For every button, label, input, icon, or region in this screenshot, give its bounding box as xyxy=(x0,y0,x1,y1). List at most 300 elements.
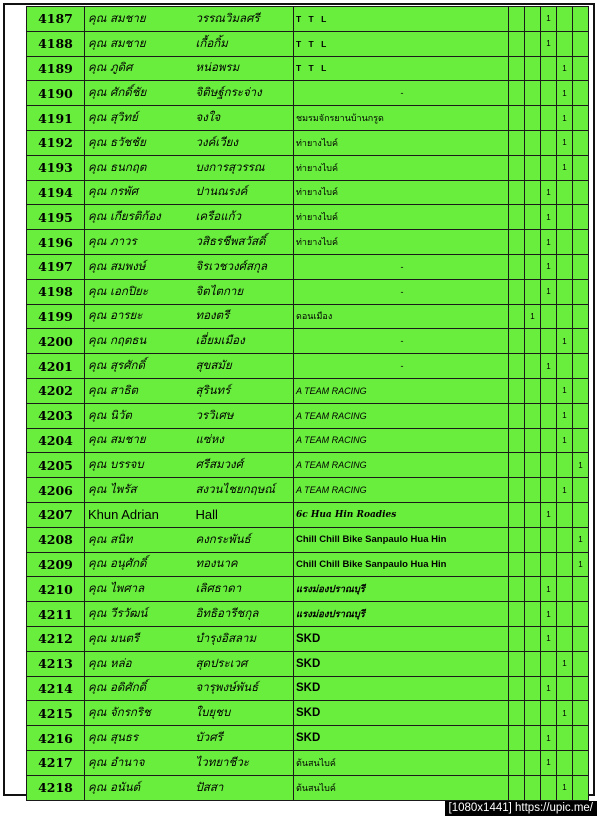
category-mark-cell xyxy=(525,205,541,230)
category-mark-cell xyxy=(557,626,573,651)
team-cell: ท่ายางไบค์ xyxy=(294,205,509,230)
category-mark-cell: 1 xyxy=(541,354,557,379)
category-mark-cell: 1 xyxy=(525,304,541,329)
first-name-cell: คุณ เกียรติก้อง xyxy=(85,205,190,230)
last-name-cell: สุดประเวศ xyxy=(190,651,294,676)
team-cell: ท่ายางไบค์ xyxy=(294,230,509,255)
table-row xyxy=(27,676,589,701)
category-mark-cell: 1 xyxy=(573,453,589,478)
category-mark-cell xyxy=(509,478,525,503)
category-mark-cell xyxy=(525,552,541,577)
table-row xyxy=(27,478,589,503)
category-mark-cell xyxy=(525,230,541,255)
category-mark-cell xyxy=(509,230,525,255)
category-mark-cell xyxy=(573,726,589,751)
first-name-cell: คุณ อำนาจ xyxy=(85,750,190,775)
category-mark-cell xyxy=(509,602,525,627)
team-cell: A TEAM RACING xyxy=(294,478,509,503)
category-mark-cell xyxy=(509,750,525,775)
bib-number-cell: 4192 xyxy=(27,130,85,155)
participant-table xyxy=(26,6,589,801)
category-mark-cell xyxy=(509,403,525,428)
category-mark-cell xyxy=(541,527,557,552)
team-cell: ต้นสนไบค์ xyxy=(294,775,509,800)
category-mark-cell xyxy=(525,527,541,552)
document-page xyxy=(3,3,595,796)
category-mark-cell xyxy=(509,775,525,800)
table-row xyxy=(27,354,589,379)
category-mark-cell xyxy=(509,428,525,453)
last-name-cell: เอี่ยมเมือง xyxy=(190,329,294,354)
category-mark-cell xyxy=(525,676,541,701)
table-row xyxy=(27,552,589,577)
table-row xyxy=(27,56,589,81)
category-mark-cell: 1 xyxy=(557,378,573,403)
last-name-cell: หน่อพรม xyxy=(190,56,294,81)
last-name-cell: บงการสุวรรณ xyxy=(190,155,294,180)
bib-number-cell: 4193 xyxy=(27,155,85,180)
category-mark-cell xyxy=(525,7,541,32)
last-name-cell: คงกระพันธ์ xyxy=(190,527,294,552)
team-cell: 6c Hua Hin Roadies xyxy=(294,502,509,527)
category-mark-cell: 1 xyxy=(541,7,557,32)
table-row xyxy=(27,304,589,329)
category-mark-cell xyxy=(573,106,589,131)
category-mark-cell xyxy=(509,254,525,279)
category-mark-cell xyxy=(573,428,589,453)
category-mark-cell xyxy=(541,775,557,800)
category-mark-cell xyxy=(573,130,589,155)
team-cell: Chill Chill Bike Sanpaulo Hua Hin xyxy=(294,527,509,552)
bib-number-cell: 4188 xyxy=(27,31,85,56)
category-mark-cell xyxy=(509,502,525,527)
category-mark-cell xyxy=(509,155,525,180)
category-mark-cell: 1 xyxy=(541,254,557,279)
first-name-cell: คุณ ธวัชชัย xyxy=(85,130,190,155)
category-mark-cell: 1 xyxy=(557,428,573,453)
table-row xyxy=(27,602,589,627)
team-cell: - xyxy=(294,81,509,106)
category-mark-cell xyxy=(573,602,589,627)
category-mark-cell xyxy=(541,378,557,403)
last-name-cell: สุขสมัย xyxy=(190,354,294,379)
first-name-cell: คุณ สาธิต xyxy=(85,378,190,403)
bib-number-cell: 4195 xyxy=(27,205,85,230)
first-name-cell: คุณ จักรกริช xyxy=(85,701,190,726)
category-mark-cell: 1 xyxy=(541,676,557,701)
table-row xyxy=(27,750,589,775)
category-mark-cell xyxy=(557,502,573,527)
category-mark-cell xyxy=(573,502,589,527)
last-name-cell: บัวศรี xyxy=(190,726,294,751)
first-name-cell: คุณ กฤตธน xyxy=(85,329,190,354)
bib-number-cell: 4212 xyxy=(27,626,85,651)
category-mark-cell xyxy=(509,7,525,32)
last-name-cell: บำรุงอิสลาม xyxy=(190,626,294,651)
category-mark-cell: 1 xyxy=(541,279,557,304)
team-cell: A TEAM RACING xyxy=(294,453,509,478)
category-mark-cell xyxy=(525,130,541,155)
table-row xyxy=(27,205,589,230)
category-mark-cell xyxy=(509,626,525,651)
category-mark-cell xyxy=(509,354,525,379)
category-mark-cell: 1 xyxy=(557,155,573,180)
category-mark-cell xyxy=(557,205,573,230)
first-name-cell: คุณ ภาวร xyxy=(85,230,190,255)
category-mark-cell xyxy=(541,453,557,478)
last-name-cell: ปัสสา xyxy=(190,775,294,800)
category-mark-cell: 1 xyxy=(557,329,573,354)
last-name-cell: วรรณวิมลศรี xyxy=(190,7,294,32)
category-mark-cell xyxy=(541,329,557,354)
last-name-cell: ทองนาค xyxy=(190,552,294,577)
first-name-cell: คุณ สมชาย xyxy=(85,428,190,453)
last-name-cell: เกื้อกิ้ม xyxy=(190,31,294,56)
category-mark-cell xyxy=(573,304,589,329)
category-mark-cell xyxy=(509,130,525,155)
category-mark-cell xyxy=(525,701,541,726)
bib-number-cell: 4218 xyxy=(27,775,85,800)
table-body xyxy=(27,7,589,801)
table-row xyxy=(27,254,589,279)
bib-number-cell: 4191 xyxy=(27,106,85,131)
last-name-cell: อิทธิอารีชกุล xyxy=(190,602,294,627)
first-name-cell: คุณ สมพงษ์ xyxy=(85,254,190,279)
category-mark-cell xyxy=(509,527,525,552)
category-mark-cell xyxy=(509,577,525,602)
category-mark-cell xyxy=(573,155,589,180)
team-cell: ต้นสนไบค์ xyxy=(294,750,509,775)
category-mark-cell: 1 xyxy=(541,180,557,205)
table-row xyxy=(27,726,589,751)
last-name-cell: สงวนไชยกฤษณ์ xyxy=(190,478,294,503)
bib-number-cell: 4196 xyxy=(27,230,85,255)
first-name-cell: คุณ วีรวัฒน์ xyxy=(85,602,190,627)
team-cell: SKD xyxy=(294,701,509,726)
team-cell: T T L xyxy=(294,7,509,32)
last-name-cell: ทองตรี xyxy=(190,304,294,329)
category-mark-cell xyxy=(573,7,589,32)
category-mark-cell: 1 xyxy=(557,651,573,676)
last-name-cell: จิตไตกาย xyxy=(190,279,294,304)
team-cell: แรงม่องปราณบุรี xyxy=(294,577,509,602)
category-mark-cell xyxy=(509,453,525,478)
team-cell: A TEAM RACING xyxy=(294,378,509,403)
category-mark-cell xyxy=(509,304,525,329)
category-mark-cell xyxy=(525,81,541,106)
team-cell: SKD xyxy=(294,726,509,751)
category-mark-cell xyxy=(525,354,541,379)
category-mark-cell: 1 xyxy=(541,205,557,230)
table-row xyxy=(27,527,589,552)
category-mark-cell xyxy=(525,403,541,428)
category-mark-cell xyxy=(573,279,589,304)
category-mark-cell xyxy=(541,56,557,81)
category-mark-cell xyxy=(573,651,589,676)
bib-number-cell: 4200 xyxy=(27,329,85,354)
category-mark-cell xyxy=(525,478,541,503)
category-mark-cell xyxy=(525,428,541,453)
category-mark-cell xyxy=(509,701,525,726)
category-mark-cell: 1 xyxy=(557,775,573,800)
bib-number-cell: 4207 xyxy=(27,502,85,527)
last-name-cell: แซ่หง xyxy=(190,428,294,453)
last-name-cell: จิติษฐ์กระจ่าง xyxy=(190,81,294,106)
last-name-cell: ใบยุชบ xyxy=(190,701,294,726)
category-mark-cell xyxy=(541,81,557,106)
first-name-cell: คุณ อนันต์ xyxy=(85,775,190,800)
table-row xyxy=(27,155,589,180)
table-row xyxy=(27,775,589,800)
table-row xyxy=(27,81,589,106)
bib-number-cell: 4187 xyxy=(27,7,85,32)
last-name-cell: สุรินทร์ xyxy=(190,378,294,403)
category-mark-cell xyxy=(557,750,573,775)
team-cell: ดอนเมือง xyxy=(294,304,509,329)
bib-number-cell: 4217 xyxy=(27,750,85,775)
category-mark-cell xyxy=(573,56,589,81)
category-mark-cell xyxy=(509,31,525,56)
watermark-label: [1080x1441] https://upic.me/ xyxy=(445,801,597,816)
category-mark-cell xyxy=(509,378,525,403)
category-mark-cell xyxy=(509,180,525,205)
category-mark-cell: 1 xyxy=(557,81,573,106)
first-name-cell: คุณ กรพัศ xyxy=(85,180,190,205)
category-mark-cell xyxy=(573,701,589,726)
first-name-cell: คุณ สุวิทย์ xyxy=(85,106,190,131)
category-mark-cell xyxy=(557,180,573,205)
category-mark-cell: 1 xyxy=(541,602,557,627)
team-cell: A TEAM RACING xyxy=(294,403,509,428)
table-row xyxy=(27,31,589,56)
category-mark-cell xyxy=(557,31,573,56)
last-name-cell: จงใจ xyxy=(190,106,294,131)
category-mark-cell xyxy=(573,205,589,230)
category-mark-cell xyxy=(525,502,541,527)
category-mark-cell: 1 xyxy=(541,726,557,751)
category-mark-cell xyxy=(557,527,573,552)
category-mark-cell xyxy=(525,626,541,651)
category-mark-cell xyxy=(525,378,541,403)
team-cell: - xyxy=(294,329,509,354)
category-mark-cell xyxy=(525,602,541,627)
category-mark-cell: 1 xyxy=(541,626,557,651)
category-mark-cell xyxy=(525,329,541,354)
bib-number-cell: 4202 xyxy=(27,378,85,403)
first-name-cell: คุณ สมชาย xyxy=(85,7,190,32)
table-row xyxy=(27,428,589,453)
category-mark-cell xyxy=(557,602,573,627)
bib-number-cell: 4208 xyxy=(27,527,85,552)
category-mark-cell: 1 xyxy=(541,502,557,527)
category-mark-cell xyxy=(573,354,589,379)
category-mark-cell xyxy=(525,651,541,676)
category-mark-cell xyxy=(541,155,557,180)
category-mark-cell xyxy=(509,106,525,131)
bib-number-cell: 4216 xyxy=(27,726,85,751)
first-name-cell: คุณ อารยะ xyxy=(85,304,190,329)
bib-number-cell: 4209 xyxy=(27,552,85,577)
category-mark-cell xyxy=(573,329,589,354)
category-mark-cell xyxy=(557,453,573,478)
bib-number-cell: 4213 xyxy=(27,651,85,676)
team-cell: SKD xyxy=(294,626,509,651)
category-mark-cell xyxy=(509,676,525,701)
last-name-cell: จิรเวชวงศ์สกุล xyxy=(190,254,294,279)
category-mark-cell xyxy=(557,230,573,255)
bib-number-cell: 4205 xyxy=(27,453,85,478)
first-name-cell: คุณ อดิศักดิ์ xyxy=(85,676,190,701)
category-mark-cell xyxy=(525,106,541,131)
bib-number-cell: 4206 xyxy=(27,478,85,503)
team-cell: - xyxy=(294,279,509,304)
table-row xyxy=(27,403,589,428)
category-mark-cell xyxy=(573,81,589,106)
category-mark-cell xyxy=(509,279,525,304)
first-name-cell: คุณ ไพศาล xyxy=(85,577,190,602)
table-row xyxy=(27,7,589,32)
category-mark-cell xyxy=(525,775,541,800)
category-mark-cell xyxy=(541,651,557,676)
category-mark-cell xyxy=(557,552,573,577)
last-name-cell: วรวิเศษ xyxy=(190,403,294,428)
team-cell: ท่ายางไบค์ xyxy=(294,155,509,180)
table-row xyxy=(27,651,589,676)
first-name-cell: คุณ ศักดิ์ชัย xyxy=(85,81,190,106)
category-mark-cell xyxy=(573,230,589,255)
bib-number-cell: 4197 xyxy=(27,254,85,279)
category-mark-cell xyxy=(557,7,573,32)
first-name-cell: คุณ ธนกฤต xyxy=(85,155,190,180)
category-mark-cell: 1 xyxy=(541,750,557,775)
category-mark-cell xyxy=(573,378,589,403)
last-name-cell: เครือแก้ว xyxy=(190,205,294,230)
category-mark-cell xyxy=(573,577,589,602)
team-cell: ชมรมจักรยานบ้านกรูด xyxy=(294,106,509,131)
category-mark-cell xyxy=(573,676,589,701)
category-mark-cell xyxy=(509,552,525,577)
category-mark-cell xyxy=(525,577,541,602)
bib-number-cell: 4203 xyxy=(27,403,85,428)
table-row xyxy=(27,106,589,131)
team-cell: - xyxy=(294,254,509,279)
category-mark-cell: 1 xyxy=(541,577,557,602)
category-mark-cell xyxy=(573,254,589,279)
bib-number-cell: 4189 xyxy=(27,56,85,81)
category-mark-cell xyxy=(525,750,541,775)
table-row xyxy=(27,701,589,726)
category-mark-cell: 1 xyxy=(541,230,557,255)
category-mark-cell xyxy=(509,81,525,106)
category-mark-cell xyxy=(573,775,589,800)
category-mark-cell xyxy=(525,254,541,279)
bib-number-cell: 4204 xyxy=(27,428,85,453)
category-mark-cell: 1 xyxy=(557,403,573,428)
team-cell: ท่ายางไบค์ xyxy=(294,130,509,155)
category-mark-cell xyxy=(541,428,557,453)
last-name-cell: ไวทยาชีวะ xyxy=(190,750,294,775)
category-mark-cell xyxy=(557,577,573,602)
team-cell: T T L xyxy=(294,56,509,81)
category-mark-cell xyxy=(557,354,573,379)
table-row xyxy=(27,279,589,304)
table-row xyxy=(27,329,589,354)
first-name-cell: คุณ เอกปิยะ xyxy=(85,279,190,304)
category-mark-cell xyxy=(557,676,573,701)
bib-number-cell: 4215 xyxy=(27,701,85,726)
category-mark-cell: 1 xyxy=(541,31,557,56)
category-mark-cell xyxy=(573,626,589,651)
category-mark-cell xyxy=(541,130,557,155)
bib-number-cell: 4211 xyxy=(27,602,85,627)
category-mark-cell xyxy=(541,403,557,428)
category-mark-cell xyxy=(573,31,589,56)
team-cell: T T L xyxy=(294,31,509,56)
team-cell: SKD xyxy=(294,676,509,701)
category-mark-cell xyxy=(525,56,541,81)
last-name-cell: Hall xyxy=(190,502,294,527)
category-mark-cell xyxy=(557,279,573,304)
last-name-cell: ปานณรงค์ xyxy=(190,180,294,205)
category-mark-cell xyxy=(573,403,589,428)
category-mark-cell xyxy=(557,304,573,329)
last-name-cell: วงค์เวียง xyxy=(190,130,294,155)
last-name-cell: วสิธรชีพสวัสดิ์ xyxy=(190,230,294,255)
category-mark-cell xyxy=(573,750,589,775)
bib-number-cell: 4201 xyxy=(27,354,85,379)
table-row xyxy=(27,626,589,651)
category-mark-cell xyxy=(525,180,541,205)
first-name-cell: Khun Adrian xyxy=(85,502,190,527)
category-mark-cell xyxy=(541,552,557,577)
category-mark-cell xyxy=(509,56,525,81)
bib-number-cell: 4199 xyxy=(27,304,85,329)
team-cell: SKD xyxy=(294,651,509,676)
category-mark-cell: 1 xyxy=(557,701,573,726)
bib-number-cell: 4214 xyxy=(27,676,85,701)
category-mark-cell xyxy=(525,453,541,478)
bib-number-cell: 4210 xyxy=(27,577,85,602)
table-row xyxy=(27,577,589,602)
table-row xyxy=(27,230,589,255)
team-cell: ท่ายางไบค์ xyxy=(294,180,509,205)
team-cell: - xyxy=(294,354,509,379)
first-name-cell: คุณ ไพรัส xyxy=(85,478,190,503)
first-name-cell: คุณ หล่อ xyxy=(85,651,190,676)
first-name-cell: คุณ สุนธร xyxy=(85,726,190,751)
bib-number-cell: 4198 xyxy=(27,279,85,304)
first-name-cell: คุณ อนุศักดิ์ xyxy=(85,552,190,577)
table-row xyxy=(27,502,589,527)
category-mark-cell xyxy=(509,205,525,230)
category-mark-cell xyxy=(541,304,557,329)
category-mark-cell: 1 xyxy=(557,130,573,155)
first-name-cell: คุณ มนตรี xyxy=(85,626,190,651)
first-name-cell: คุณ สนิท xyxy=(85,527,190,552)
first-name-cell: คุณ บรรจบ xyxy=(85,453,190,478)
category-mark-cell xyxy=(509,726,525,751)
last-name-cell: ศรีสมวงศ์ xyxy=(190,453,294,478)
first-name-cell: คุณ สุรศักดิ์ xyxy=(85,354,190,379)
category-mark-cell xyxy=(509,651,525,676)
table-row xyxy=(27,180,589,205)
first-name-cell: คุณ สมชาย xyxy=(85,31,190,56)
category-mark-cell xyxy=(525,726,541,751)
category-mark-cell xyxy=(525,155,541,180)
first-name-cell: คุณ ภูดิศ xyxy=(85,56,190,81)
category-mark-cell xyxy=(557,254,573,279)
category-mark-cell xyxy=(525,279,541,304)
